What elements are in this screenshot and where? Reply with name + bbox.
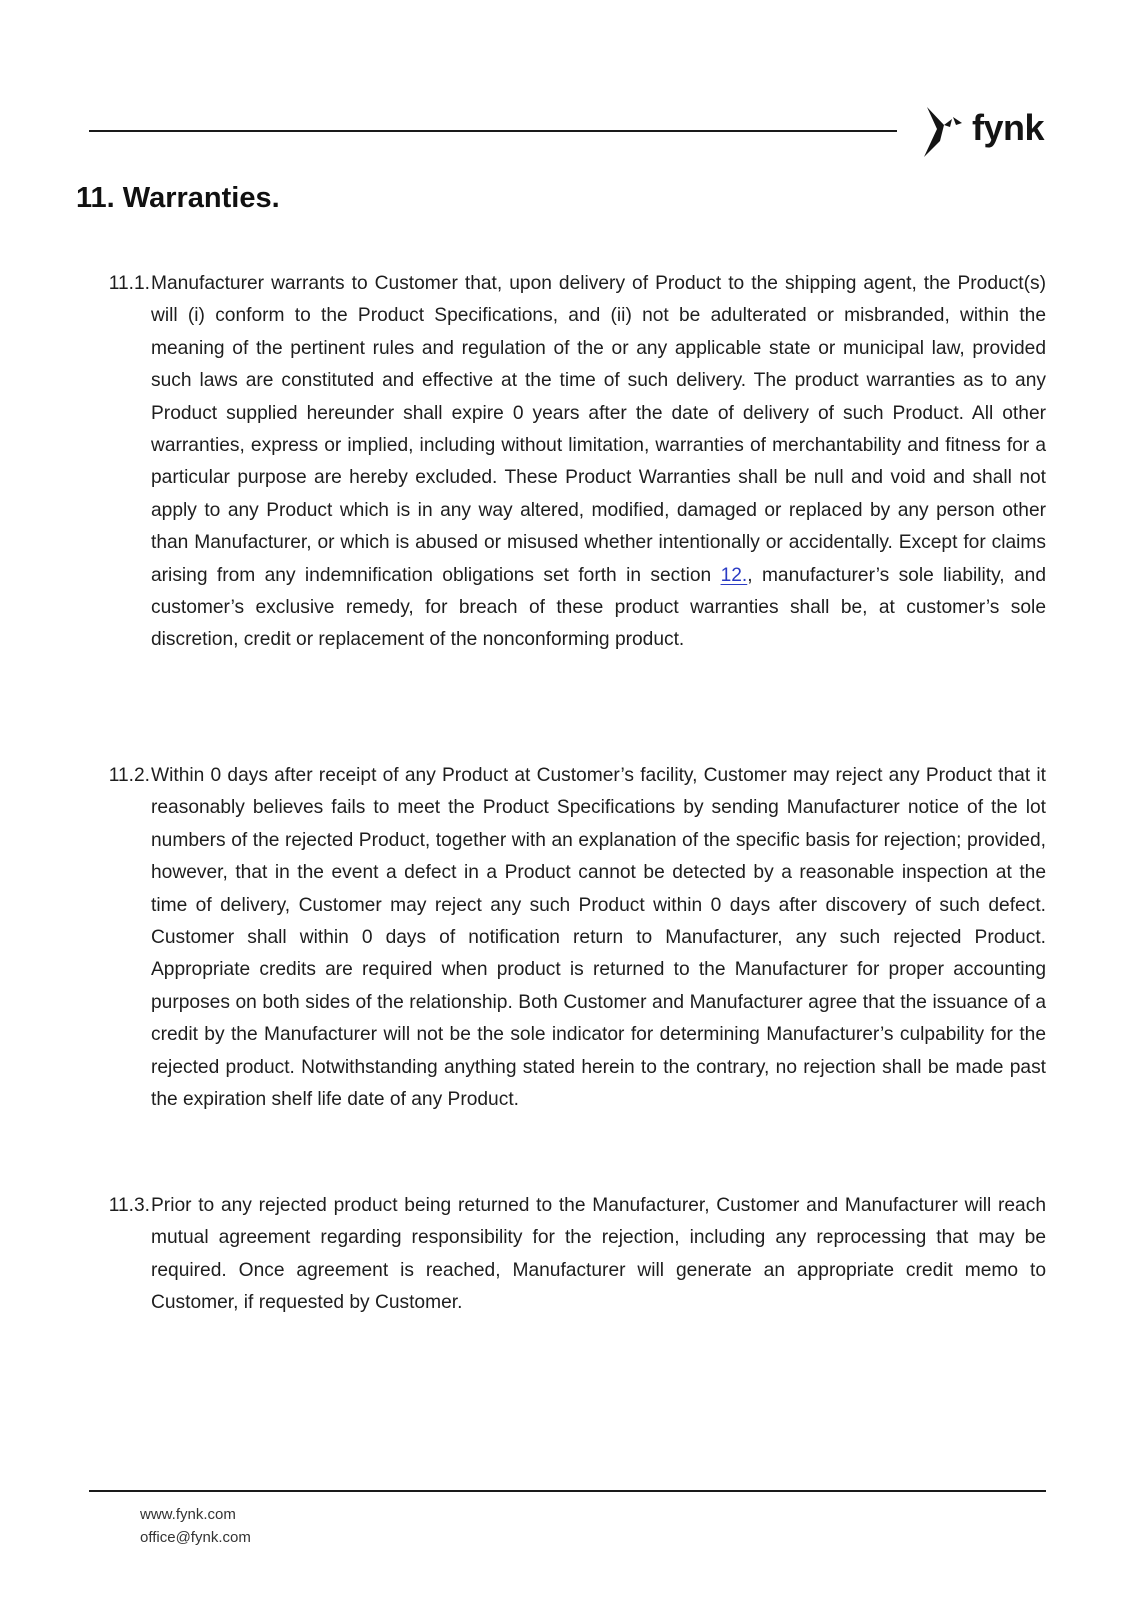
clause-text-part: Manufacturer warrants to Customer that, upon delivery of Product to the shipping agent, the Product(s) will (i) conform to the Product Specifications, and (ii) not be adulterated or misbranded, within the meaning of the pertinent rules and regulation of the or any applicable state or municipal law, provided such laws are constituted and effective at the time of such delivery. The product warranties as to any Product supplied hereunder shall expire 0 years after the date of delivery of such Product. All other warranties, express or implied, including without limitation, warranties of merchantability and fitness for a particular purpose are hereby excluded. These Product Warranties shall be null and void and shall not apply to any Product which is in any way altered, modified, damaged or replaced by any person other than Manufacturer, or which is abused or misused whether intentionally or accidentally. Except for claims arising from any indemnification obligations set forth in section (151, 273, 1046, 586)
footer-divider (89, 1490, 1046, 1492)
bird-logo-icon (920, 105, 966, 159)
clause-text: Prior to any rejected product being returned to the Manufacturer, Customer and Manufacturer will reach mutual agreement regarding responsibility for the rejection, including any reprocessing that may be required. Once agreement is reached, Manufacturer will generate an appropriate credit memo to Customer, if requested by Customer. (151, 1195, 1046, 1314)
clause-11-2 (96, 760, 1046, 1116)
fynk-logo (920, 104, 1044, 160)
header-divider (89, 130, 897, 132)
footer-email: office@fynk.com (140, 1529, 251, 1546)
footer-website: www.fynk.com (140, 1506, 236, 1523)
clause-11-3 (96, 1190, 1046, 1320)
footer (140, 1503, 251, 1549)
clause-11-1 (96, 268, 1046, 657)
clause-number: 11.2. (108, 765, 150, 786)
clause-text-part: , manufacturer’s sole liability, and customer’s exclusive remedy, for breach of these product warranties shall be, at customer’s sole discretion, credit or replacement of the nonconforming product. (151, 564, 1047, 651)
clause-text (151, 268, 1046, 657)
clause-text: Within 0 days after receipt of any Product at Customer’s facility, Customer may reject any Product that it reasonably believes fails to meet the Product Specifications by sending Manufacturer notice of the lot numbers of the rejected Product, together with an explanation of the specific basis for rejection; provided, however, that in the event a defect in a Product cannot be detected by a reasonable inspection at the time of delivery, Customer may reject any such Product within 0 days after discovery of such defect. Customer shall within 0 days of notification return to Manufacturer, any such rejected Product. Appropriate credits are required when product is returned to the Manufacturer for proper accounting purposes on both sides of the relationship. Both Customer and Manufacturer agree that the issuance of a credit by the Manufacturer will not be the sole indicator for determining Manufacturer’s culpability for the rejected product. Notwithstanding anything stated herein to the contrary, no rejection shall be made past the expiration shelf life date of any Product. (151, 765, 1046, 1111)
section-12-link[interactable]: 12. (720, 564, 748, 586)
clause-number: 11.3. (108, 1195, 150, 1216)
section-title: 11. Warranties. (76, 182, 280, 214)
logo-wordmark: fynk (972, 107, 1045, 148)
clause-number: 11.1. (108, 273, 150, 294)
